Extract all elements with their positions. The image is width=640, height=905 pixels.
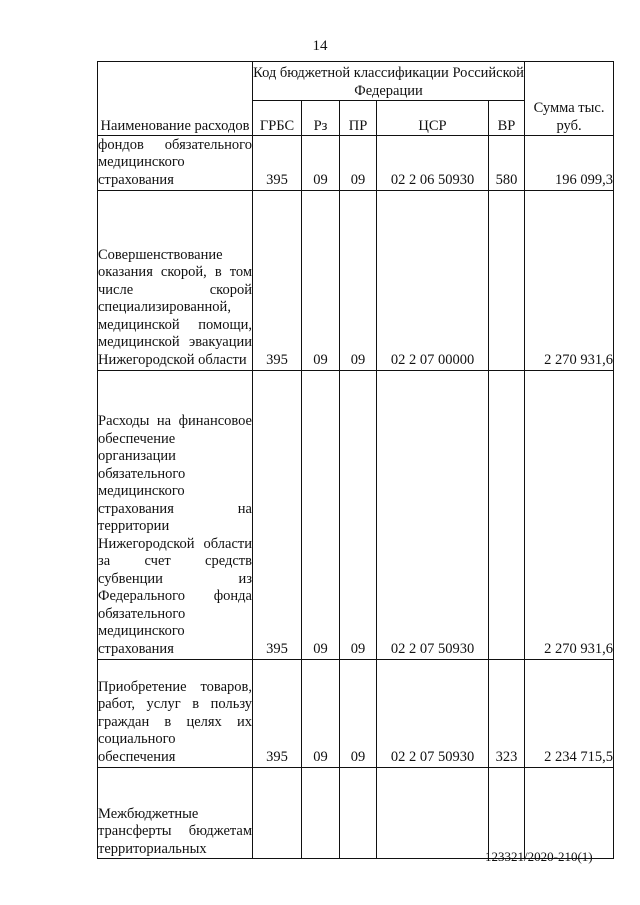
row-csr: 02 2 07 50930 — [377, 371, 489, 660]
header-name: Наименование расходов — [98, 62, 253, 136]
row-pr: 09 — [340, 660, 377, 768]
header-rz: Рз — [302, 101, 340, 136]
row-vr: 580 — [489, 136, 525, 191]
document-code: 123321/2020-210(1) — [485, 849, 593, 864]
table-row — [98, 371, 614, 660]
row-vr — [489, 191, 525, 371]
row-pr: 09 — [340, 191, 377, 371]
budget-table — [97, 61, 614, 859]
row-sum: 196 099,3 — [525, 136, 614, 191]
row-grbs — [253, 768, 302, 859]
table-row — [98, 136, 614, 191]
row-grbs: 395 — [253, 191, 302, 371]
row-rz: 09 — [302, 191, 340, 371]
header-row-top — [98, 62, 614, 101]
row-name: Приобретение товаров, работ, услуг в пользу граждан в целях их социального обеспечения — [98, 660, 253, 768]
header-csr: ЦСР — [377, 101, 489, 136]
table-row — [98, 660, 614, 768]
row-rz: 09 — [302, 136, 340, 191]
header-grbs: ГРБС — [253, 101, 302, 136]
row-csr — [377, 768, 489, 859]
row-vr: 323 — [489, 660, 525, 768]
row-grbs: 395 — [253, 371, 302, 660]
row-grbs: 395 — [253, 136, 302, 191]
row-csr: 02 2 07 50930 — [377, 660, 489, 768]
table-row — [98, 768, 614, 859]
row-vr — [489, 371, 525, 660]
row-name: Совершенствование оказания скорой, в том числе скорой специализированной, медицинской помощи, медицинской эвакуации Нижегородской области — [98, 191, 253, 371]
row-name: фондов обязательного медицинского страхования — [98, 136, 253, 191]
row-csr: 02 2 07 00000 — [377, 191, 489, 371]
row-rz: 09 — [302, 660, 340, 768]
row-sum: 2 270 931,6 — [525, 191, 614, 371]
row-pr: 09 — [340, 371, 377, 660]
row-sum — [525, 768, 614, 859]
table-row — [98, 191, 614, 371]
row-rz: 09 — [302, 371, 340, 660]
row-name: Межбюджетные трансферты бюджетам территориальных — [98, 768, 253, 859]
row-vr — [489, 768, 525, 859]
header-sum: Сумма тыс. руб. — [525, 62, 614, 136]
row-pr: 09 — [340, 136, 377, 191]
header-code-group: Код бюджетной классификации Российской Федерации — [253, 62, 525, 101]
row-rz — [302, 768, 340, 859]
row-name: Расходы на финансовое обеспечение организации обязательного медицинского страхования на территории Нижегородской области за счет средств субвенции из Федерального фонда обязательного медицинского страхования — [98, 371, 253, 660]
row-sum: 2 270 931,6 — [525, 371, 614, 660]
page-number: 14 — [312, 38, 328, 54]
row-pr — [340, 768, 377, 859]
row-sum: 2 234 715,5 — [525, 660, 614, 768]
header-vr: ВР — [489, 101, 525, 136]
header-pr: ПР — [340, 101, 377, 136]
row-csr: 02 2 06 50930 — [377, 136, 489, 191]
row-grbs: 395 — [253, 660, 302, 768]
